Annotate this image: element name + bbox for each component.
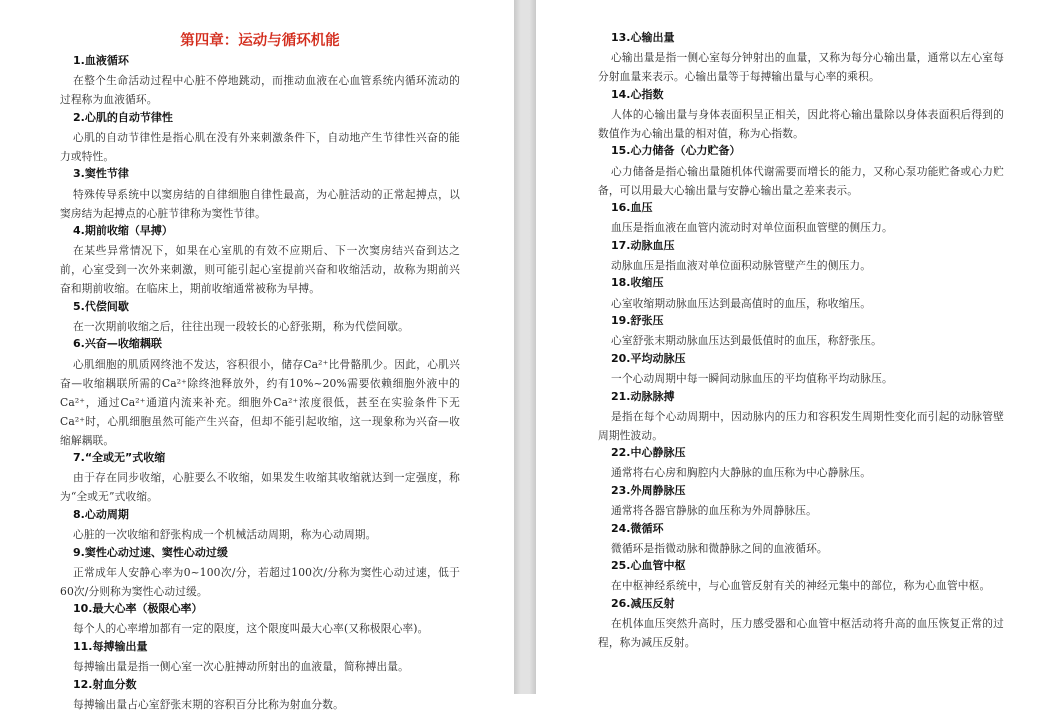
section-body-25: 在中枢神经系统中，与心血管反射有关的神经元集中的部位，称为心血管中枢。 [611,579,991,593]
section-heading-12: 12.射血分数 [73,677,137,691]
section-heading-1: 1.血液循环 [73,54,129,67]
left-page-content [60,31,460,715]
section-heading-18: 18.收缩压 [611,276,664,290]
section-heading-16: 16.血压 [611,201,653,215]
right-page [536,0,1052,694]
section-body-10: 每个人的心率增加都有一定的限度，这个限度叫最大心率(又称极限心率)。 [73,622,429,636]
section-heading-22: 22.中心静脉压 [611,446,686,460]
section-body-3: 特殊传导系统中以窦房结的自律细胞自律性最高，为心脏活动的正常起搏点，以窦房结为起搏点的心脏节律称为窦性节律。 [60,187,460,220]
section-heading-13: 13.心输出量 [611,31,675,44]
section-heading-4: 4.期前收缩（早搏） [73,224,173,238]
section-body-19: 心室舒张末期动脉血压达到最低值时的血压，称舒张压。 [611,334,882,348]
section-body-15: 心力储备是指心输出量随机体代谢需要而增长的能力，又称心泵功能贮备或心力贮备，可以用最大心输出量与安静心输出量之差来表示。 [598,164,1004,197]
section-body-20: 一个心动周期中每一瞬间动脉血压的平均值称平均动脉压。 [611,372,893,385]
section-heading-10: 10.最大心率（极限心率） [73,602,203,616]
section-heading-11: 11.每搏输出量 [73,639,148,653]
section-heading-17: 17.动脉血压 [611,238,675,252]
chapter-title: 第四章：运动与循环机能 [180,33,340,49]
section-heading-23: 23.外周静脉压 [611,483,686,497]
section-body-2: 心肌的自动节律性是指心肌在没有外来刺激条件下，自动地产生节律性兴奋的能力或特性。 [60,130,460,163]
section-heading-2: 2.心肌的自动节律性 [73,110,173,124]
section-body-18: 心室收缩期动脉血压达到最高值时的血压，称收缩压。 [611,296,872,310]
section-body-22: 通常将右心房和胸腔内大静脉的血压称为中心静脉压。 [611,466,872,480]
section-body-1: 在整个生命活动过程中心脏不停地跳动，而推动血液在心血管系统内循环流动的过程称为血液循环。 [60,74,460,107]
section-body-4: 在某些异常情况下，如果在心室肌的有效不应期后、下一次窦房结兴奋到达之前，心室受到一次外来刺激，则可能引起心室提前兴奋和收缩活动，故称为期前兴奋和期前收缩。在临床上，期前收缩通常被称为早搏。 [60,244,460,296]
section-body-12: 每搏输出量占心室舒张末期的容积百分比称为射血分数。 [73,697,344,711]
section-heading-9: 9.窦性心动过速、窦性心动过缓 [73,545,228,559]
section-body-17: 动脉血压是指血液对单位面积动脉管壁产生的侧压力。 [611,258,872,272]
section-body-21: 是指在每个心动周期中，因动脉内的压力和容积发生周期性变化而引起的动脉管壁周期性波动。 [598,409,1004,442]
section-body-8: 心脏的一次收缩和舒张构成一个机械活动周期，称为心动周期。 [73,528,377,541]
section-heading-26: 26.减压反射 [611,596,675,610]
section-body-11: 每搏输出量是指一侧心室一次心脏搏动所射出的血液量，简称搏出量。 [73,660,409,674]
section-heading-7: 7.“全或无”式收缩 [73,451,166,465]
section-heading-25: 25.心血管中枢 [611,559,686,573]
section-body-23: 通常将各器官静脉的血压称为外周静脉压。 [611,504,817,518]
left-page [0,0,514,711]
section-heading-21: 21.动脉脉搏 [611,389,675,403]
right-page-content [598,31,1004,654]
section-heading-15: 15.心力储备（心力贮备） [611,144,741,158]
section-body-9: 正常成年人安静心率为0~100次/分，若超过100次/分称为窦性心动过速，低于60次/分则称为窦性心动过缓。 [60,565,460,598]
section-body-26: 在机体血压突然升高时，压力感受器和心血管中枢活动将升高的血压恢复正常的过程，称为减压反射。 [598,617,1004,650]
section-body-16: 血压是指血液在血管内流动时对单位面积血管壁的侧压力。 [611,221,893,235]
section-heading-14: 14.心指数 [611,87,664,101]
section-body-24: 微循环是指微动脉和微静脉之间的血液循环。 [611,541,828,555]
section-heading-8: 8.心动周期 [73,507,129,521]
section-body-7: 由于存在同步收缩，心脏要么不收缩，如果发生收缩其收缩就达到一定强度，称为“全或无”式收缩。 [60,471,460,504]
section-heading-24: 24.微循环 [611,521,664,535]
section-heading-20: 20.平均动脉压 [611,351,686,365]
section-body-14: 人体的心输出量与身体表面积呈正相关，因此将心输出量除以身体表面积后得到的数值作为心输出量的相对值，称为心指数。 [598,107,1004,140]
section-body-13: 心输出量是指一侧心室每分钟射出的血量，又称为每分心输出量，通常以左心室每分射血量来表示。心输出量等于每搏输出量与心率的乘积。 [598,51,1004,84]
section-heading-3: 3.窦性节律 [73,167,129,181]
section-heading-5: 5.代偿间歇 [73,299,129,313]
page-gutter [514,0,536,694]
section-body-6: 心肌细胞的肌质网终池不发达，容积很小，储存Ca²⁺比骨骼肌少。因此，心肌兴奋—收缩耦联所需的Ca²⁺除终池释放外，约有10%~20%需要依赖细胞外液中的Ca²⁺，通过Ca²⁺通道内流来补充。细胞外Ca²⁺浓度很低，甚至在实验条件下无Ca²⁺时，心肌细胞虽然可能产生兴奋，但却不能引起收缩，这一现象称为兴奋—收缩解耦联。 [60,357,460,447]
section-body-5: 在一次期前收缩之后，往往出现一段较长的心舒张期，称为代偿间歇。 [73,319,409,333]
section-heading-6: 6.兴奋—收缩耦联 [73,337,162,351]
section-heading-19: 19.舒张压 [611,314,664,328]
